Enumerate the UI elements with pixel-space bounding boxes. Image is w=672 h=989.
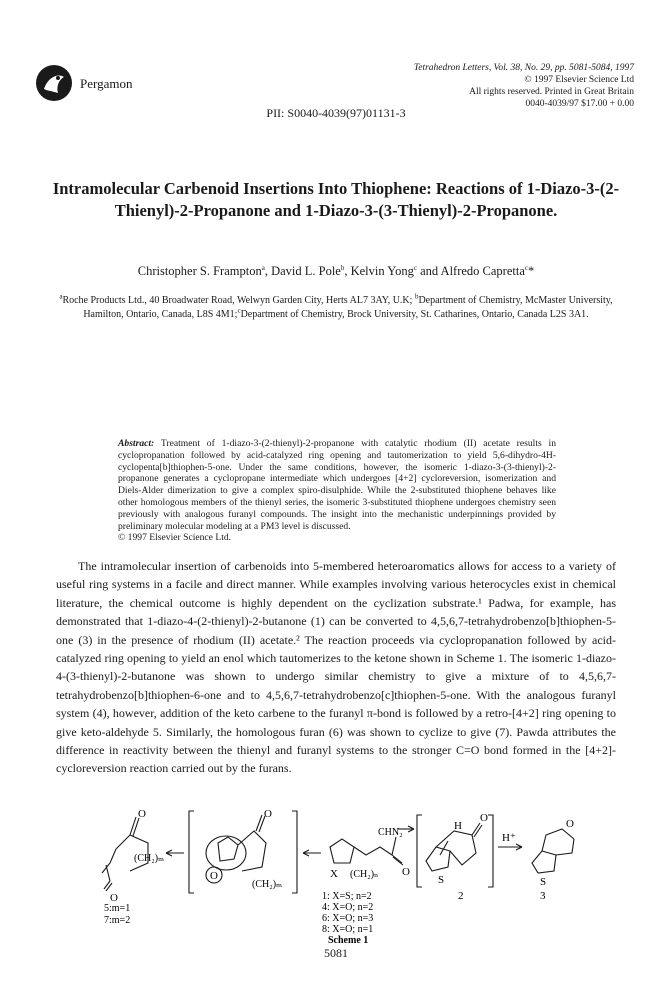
scheme-center-label-3: 6: X=O; n=3 bbox=[322, 913, 374, 924]
page-number: 5081 bbox=[324, 946, 348, 960]
body-text bbox=[56, 557, 616, 778]
scheme-1 bbox=[96, 803, 576, 943]
scheme-s-bracket: S bbox=[438, 874, 445, 886]
affil-b: Department of Chemistry, McMaster University, Hamilton, Ontario, Canada, L8S 4M1; bbox=[83, 295, 613, 320]
publisher-name: Pergamon bbox=[80, 76, 133, 91]
scheme-o-right-bracket: O bbox=[480, 812, 488, 824]
scheme-compound-3: 3 bbox=[540, 890, 546, 902]
price-line: 0040-4039/97 $17.00 + 0.00 bbox=[525, 99, 634, 109]
scheme-compound-2: 2 bbox=[458, 890, 464, 902]
affil-a: Roche Products Ltd., 40 Broadwater Road, Welwyn Garden City, Herts AL7 3AY, U.K; bbox=[62, 295, 415, 306]
rights-line: All rights reserved. Printed in Great Britain bbox=[469, 87, 634, 97]
scheme-left-label-1: 5:m=1 bbox=[104, 903, 131, 914]
author-1-affil: a bbox=[261, 263, 265, 272]
author-4: and Alfredo Capretta bbox=[416, 264, 525, 278]
author-2: , David L. Pole bbox=[264, 264, 341, 278]
scheme-center-label-4: 8: X=O; n=1 bbox=[322, 924, 374, 935]
affil-c-mark: c bbox=[237, 306, 241, 315]
scheme-chn2: CHN₂ bbox=[378, 827, 403, 838]
body-paragraph: The intramolecular insertion of carbenoids into 5-membered heteroaromatics allows for access to a variety of useful ring systems in a facile and direct manner. While examples involving various heterocycles exist in chemical literature, the chemical outcome is highly dependent on the cyclization substrate.¹ Padwa, for example, has demonstrated that 1-diazo-4-(2-thienyl)-2-butanone (1) can be converted to 4,5,6,7-tetrahydrobenzo[b]thiophen-5-one (3) in the presence of rhodium (II) acetate.² The reaction proceeds via cyclopropanation followed by acid-catalyzed ring opening to yield an enol which tautomerizes to the ketone shown in Scheme 1. The isomeric 1-diazo-4-(3-thienyl)-2-butanone was shown to undergo similar chemistry to give a mixture of to 4,5,6,7-tetrahydrobenzo[b]thiophen-6-one and to 4,5,6,7-tetrahydrobenzo[c]thiophen-5-one. With the analogous furanyl system (4), however, addition of the keto carbene to the furanyl π-bond is followed by a retro-[4+2] ring opening to give keto-aldehyde 5. Similarly, the homologous furan (6) was shown to cyclize to give (7). Pawda attributes the difference in reactivity between the thienyl and furanyl systems to the stronger C=O bond formed in the [4+2]-cycloreversion reaction carried out by the furans. bbox=[56, 559, 616, 776]
scheme-h: H bbox=[454, 820, 462, 832]
author-list bbox=[0, 264, 672, 279]
pii: PII: S0040-4039(97)01131-3 bbox=[266, 106, 406, 120]
abstract-label: Abstract: bbox=[118, 438, 155, 449]
journal-citation: Tetrahedron Letters, Vol. 38, No. 29, pp. 5081-5084, 1997 bbox=[413, 63, 634, 73]
scheme-hplus: H⁺ bbox=[502, 832, 516, 844]
scheme-o-circled: O bbox=[210, 870, 218, 882]
copyright-line: © 1997 Elsevier Science Ltd bbox=[524, 75, 634, 85]
scheme-o-bracket: O bbox=[264, 808, 272, 820]
author-3-affil: c bbox=[413, 263, 417, 272]
affil-b-mark: b bbox=[414, 292, 419, 301]
scheme-ch2m-left: (CH₂)ₘ bbox=[134, 853, 165, 864]
scheme-title: Scheme 1 bbox=[328, 935, 369, 943]
scheme-ch2n: (CH₂)ₙ bbox=[350, 869, 379, 880]
corresponding-author-mark: * bbox=[528, 264, 535, 278]
affil-a-mark: a bbox=[59, 292, 63, 301]
author-4-affil: c bbox=[524, 263, 528, 272]
scheme-left-label-2: 7:m=2 bbox=[104, 915, 131, 926]
scheme-o-center: O bbox=[402, 866, 410, 878]
affiliations bbox=[40, 294, 632, 321]
abstract-text: Treatment of 1-diazo-3-(2-thienyl)-2-propanone with catalytic rhodium (II) acetate results in cyclopropanation followed by acid-catalyzed ring opening and tautomerization to yield 5,6-dihydro-4H-cyclopenta[b]thiophen-5-one. Under the same conditions, however, the isomeric 1-diazo-3-(3-thienyl)-2-propanone generates a cyclopropane intermediate which undergoes [4+2] cycloreversion, isomerization and Diels-Alder dimerization to give a complex spiro-disulphide. While the 2-substituted thiophene behaves like other homologous members of the thienyl series, the isomeric 3-substituted thiophene undergoes chemistry seen previously with analogous furanyl compounds. The insight into the mechanistic underpinnings provided by preliminary molecular modeling at a PM3 level is discussed. bbox=[118, 438, 556, 532]
author-3: , Kelvin Yong bbox=[344, 264, 414, 278]
abstract-copyright: © 1997 Elsevier Science Ltd. bbox=[118, 532, 232, 544]
scheme-o-left: O bbox=[138, 808, 146, 820]
scheme-o-product: O bbox=[566, 818, 574, 830]
author-2-affil: b bbox=[340, 263, 345, 272]
scheme-center-label-1: 1: X=S; n=2 bbox=[322, 891, 372, 902]
author-1: Christopher S. Frampton bbox=[137, 264, 262, 278]
scheme-o-aldehyde: O bbox=[110, 892, 118, 904]
article-title: Intramolecular Carbenoid Insertions Into Thiophene: Reactions of 1-Diazo-3-(2-Thienyl)-2-Propanone and 1-Diazo-3-(3-Thienyl)-2-Propanone. bbox=[52, 179, 620, 220]
scheme-drawing bbox=[96, 803, 576, 943]
scheme-s-product: S bbox=[540, 876, 547, 888]
affil-c: Department of Chemistry, Brock University, St. Catharines, Ontario, Canada L2S 3A1. bbox=[240, 308, 589, 320]
pergamon-logo bbox=[34, 63, 74, 103]
scheme-x: X bbox=[330, 868, 338, 880]
scheme-ch2m-bracket: (CH₂)ₘ bbox=[252, 879, 283, 890]
journal-info bbox=[414, 62, 634, 110]
abstract bbox=[118, 438, 556, 544]
scheme-center-label-2: 4: X=O; n=2 bbox=[322, 902, 374, 913]
